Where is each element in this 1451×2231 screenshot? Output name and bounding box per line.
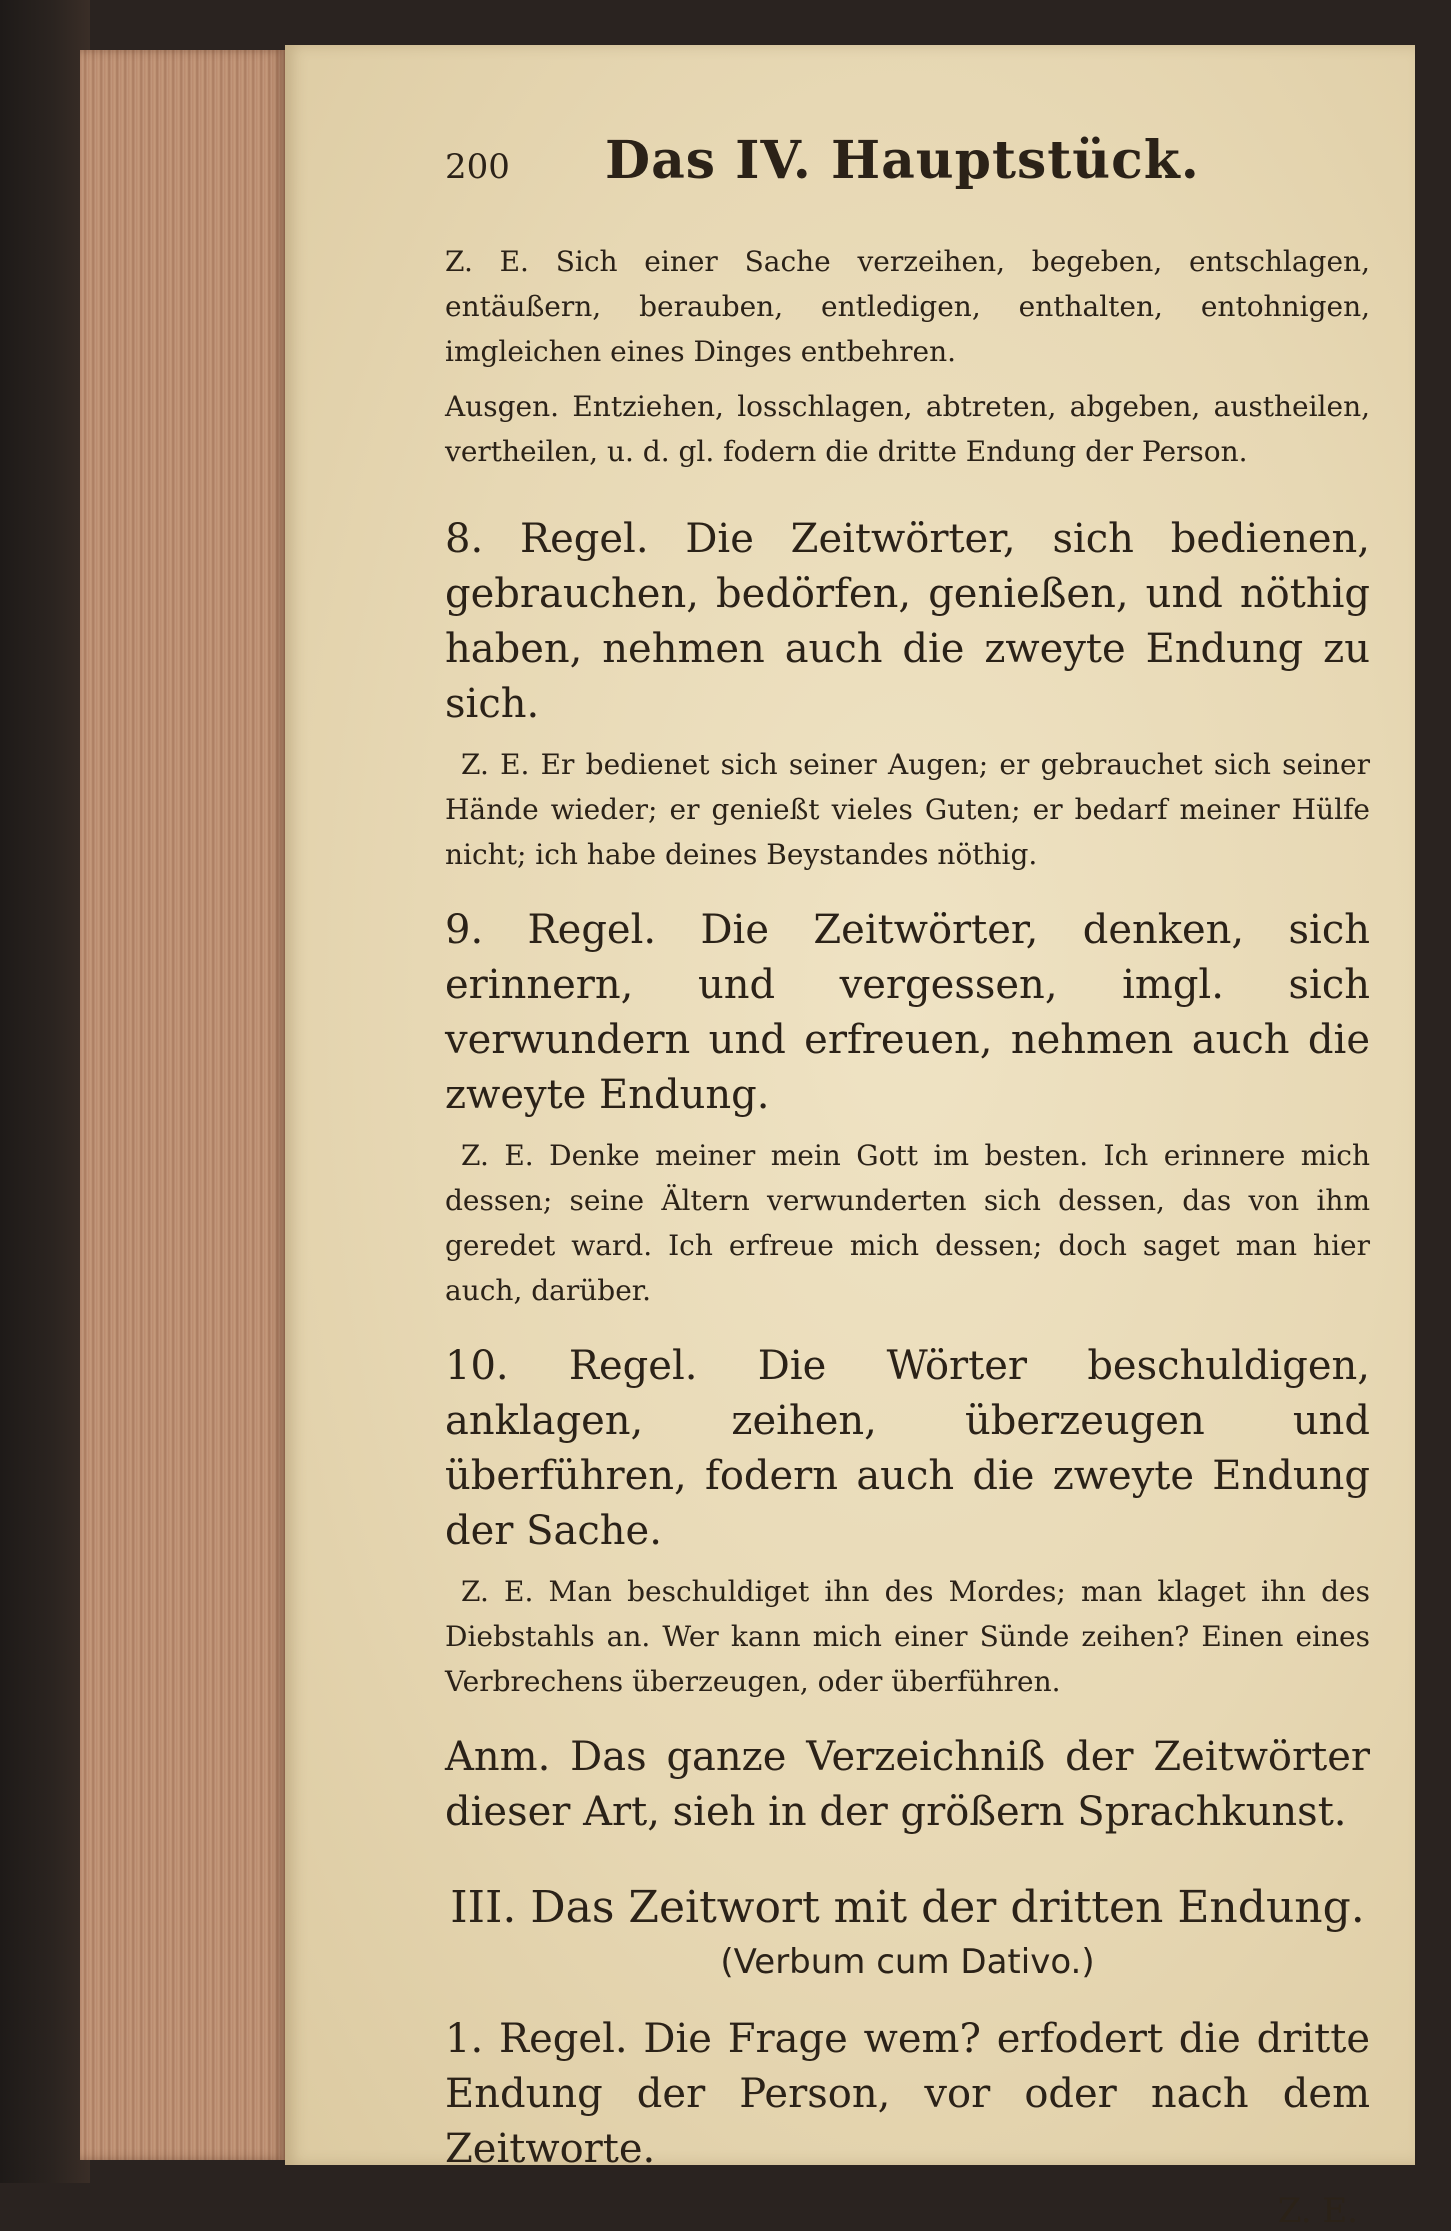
background-right: [1415, 0, 1451, 2183]
background-left: [0, 0, 90, 2183]
example-8: Z. E. Er bedienet sich seiner Augen; er gebrauchet sich seiner Hände wieder; er genießt vieles Guten; er bedarf meiner Hülfe nicht; ich habe deines Beystandes nöthig.: [445, 748, 1370, 871]
exception-note: Ausgen. Entziehen, losschlagen, abtreten, abgeben, austheilen, vertheilen, u. d. gl. fodern die dritte Endung der Person.: [445, 390, 1370, 468]
running-head: [445, 130, 1370, 191]
running-title: Das IV. Hauptstück.: [605, 130, 1200, 191]
page-text: [445, 130, 1370, 2231]
section-title: III. Das Zeitwort mit der dritten Endung.: [450, 1882, 1365, 1933]
rule-9: 9. Regel. Die Zeitwörter, denken, sich erinnern, und vergessen, imgl. sich verwundern und erfreuen, nehmen auch die zweyte Endung.: [445, 907, 1370, 1118]
section-latin: (Verbum cum Dativo.): [720, 1942, 1095, 1982]
catchword: Z. E.: [1277, 2191, 1358, 2231]
example-9: Z. E. Denke meiner mein Gott im besten. Ich erinnere mich dessen; seine Ältern verwunderten sich dessen, das von ihm geredet ward. Ich erfreue mich dessen; doch saget man hier auch, darüber.: [445, 1139, 1370, 1307]
rule-10: 10. Regel. Die Wörter beschuldigen, anklagen, zeihen, überzeugen und überführen, fodern auch die zweyte Endung der Sache.: [445, 1343, 1370, 1554]
rule-8: 8. Regel. Die Zeitwörter, sich bedienen, gebrauchen, bedörfen, genießen, und nöthig haben, nehmen auch die zweyte Endung zu sich.: [445, 516, 1370, 727]
annotation: Anm. Das ganze Verzeichniß der Zeitwörter dieser Art, sieh in der größern Sprachkunst.: [445, 1734, 1370, 1835]
example-10: Z. E. Man beschuldiget ihn des Mordes; man klaget ihn des Diebstahls an. Wer kann mich einer Sünde zeihen? Einen eines Verbrechens überzeugen, oder überführen.: [445, 1575, 1370, 1698]
example-7: Z. E. Sich einer Sache verzeihen, begeben, entschlagen, entäußern, berauben, entledigen, enthalten, entohnigen, imgleichen eines Dinges entbehren.: [445, 245, 1370, 368]
page-edges: [80, 50, 285, 2160]
page-number: 200: [445, 147, 510, 187]
rule-1: 1. Regel. Die Frage wem? erfodert die dritte Endung der Person, vor oder nach dem Zeitworte.: [445, 2016, 1370, 2172]
